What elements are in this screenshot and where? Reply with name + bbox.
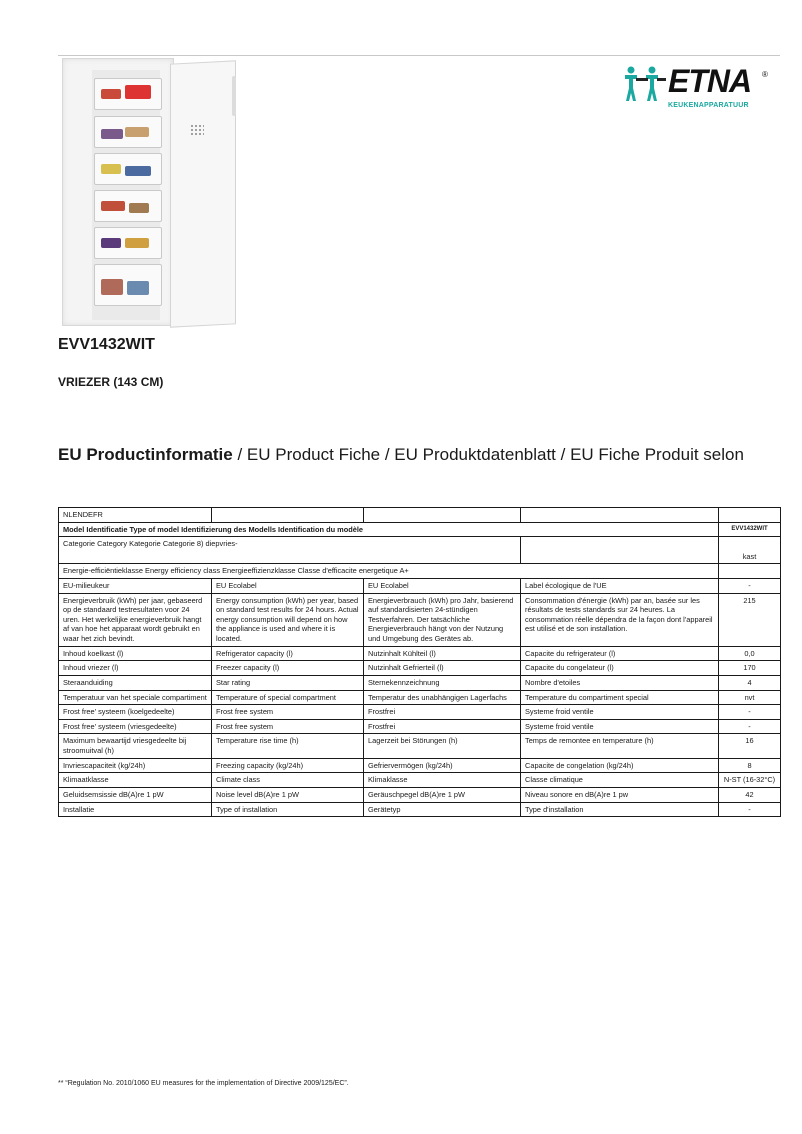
cell-en: Refrigerator capacity (l) xyxy=(212,646,364,661)
table-row xyxy=(59,564,781,579)
table-row xyxy=(59,537,781,564)
language-header: NLENDEFR xyxy=(59,508,212,523)
cell-en: Temperature rise time (h) xyxy=(212,734,364,758)
freezer-drawer xyxy=(94,227,162,259)
cell-value: 215 xyxy=(719,593,781,646)
table-row xyxy=(59,646,781,661)
page-title xyxy=(58,445,744,465)
table-row xyxy=(59,508,781,523)
table-row xyxy=(59,719,781,734)
cell-en: Energy consumption (kWh) per year, based on standard test results for 24 hours. Actual energy consumption will depend on how the appliance is used and where it is located. xyxy=(212,593,364,646)
cell-value: 4 xyxy=(719,675,781,690)
brand-logo xyxy=(624,63,774,114)
cell-nl: Inhoud koelkast (l) xyxy=(59,646,212,661)
control-panel-icon xyxy=(190,124,204,136)
product-image xyxy=(58,56,238,328)
cell-de: Nutzinhalt Kühlteil (l) xyxy=(364,646,521,661)
cell-fr: Capacite de congelation (kg/24h) xyxy=(521,758,719,773)
table-row xyxy=(59,787,781,802)
cell-de: EU Ecolabel xyxy=(364,578,521,593)
cell-value: - xyxy=(719,719,781,734)
cell-en: Star rating xyxy=(212,675,364,690)
freezer-door xyxy=(170,60,236,327)
cell-fr: Type d'installation xyxy=(521,802,719,817)
table-row xyxy=(59,802,781,817)
energy-class-label: Energie-efficiëntieklasse Energy efficiency class Energieeffizienzklasse Classe d'efficacite energetique A+ xyxy=(59,564,212,579)
cell-en: Freezing capacity (kg/24h) xyxy=(212,758,364,773)
cell-fr: Classe climatique xyxy=(521,773,719,788)
title-rest: / EU Product Fiche / EU Produktdatenblatt / EU Fiche Produit selon xyxy=(232,445,744,464)
cell-en: Climate class xyxy=(212,773,364,788)
freezer-drawer xyxy=(94,190,162,222)
cell-de: Gerätetyp xyxy=(364,802,521,817)
freezer-drawer xyxy=(94,153,162,185)
model-label: Model Identificatie Type of model Identifizierung des Modells Identification du modèle xyxy=(59,522,212,537)
cell-fr: Temperature du compartiment special xyxy=(521,690,719,705)
cell-value: 42 xyxy=(719,787,781,802)
cell-nl: Klimaatklasse xyxy=(59,773,212,788)
table-row xyxy=(59,705,781,720)
cell-en: EU Ecolabel xyxy=(212,578,364,593)
table-row xyxy=(59,522,781,537)
category-value: kast xyxy=(719,537,781,564)
cell-fr: Capacite du congelateur (l) xyxy=(521,661,719,676)
cell-nl: Maximum bewaartijd vriesgedeelte bij stroomuitval (h) xyxy=(59,734,212,758)
cell-nl: Installatie xyxy=(59,802,212,817)
cell-value: 8 xyxy=(719,758,781,773)
table-row xyxy=(59,675,781,690)
cell-de: Energieverbrauch (kWh) pro Jahr, basierend auf standardisierten 24-stündigen Testverfahren. Der tatsächliche Energieverbrauch hängt von der Nutzung und Umgebung des Gerätes ab. xyxy=(364,593,521,646)
cell-value: 170 xyxy=(719,661,781,676)
cell-nl: Invriescapaciteit (kg/24h) xyxy=(59,758,212,773)
cell-nl: Frost free' systeem (koelgedeelte) xyxy=(59,705,212,720)
cell-fr: Capacite du refrigerateur (l) xyxy=(521,646,719,661)
cell-nl: Inhoud vriezer (l) xyxy=(59,661,212,676)
table-row xyxy=(59,758,781,773)
cell-nl: Temperatuur van het speciale compartiment xyxy=(59,690,212,705)
title-bold: EU Productinformatie xyxy=(58,445,233,464)
cell-value: - xyxy=(719,802,781,817)
cell-de: Frostfrei xyxy=(364,719,521,734)
cell-en: Temperature of special compartment xyxy=(212,690,364,705)
product-fiche-table xyxy=(58,507,781,817)
freezer-drawer xyxy=(94,264,162,306)
category-label: Categorie Category Kategorie Categorie 8) diepvries- xyxy=(59,537,212,564)
cell-de: Lagerzeit bei Störungen (h) xyxy=(364,734,521,758)
cell-value: - xyxy=(719,705,781,720)
cell-value: N-ST (16-32°C) xyxy=(719,773,781,788)
logo-wordmark: ETNA xyxy=(668,63,752,99)
cell-de: Nutzinhalt Gefrierteil (l) xyxy=(364,661,521,676)
freezer-drawer xyxy=(94,78,162,110)
model-code: EVV1432WIT xyxy=(58,336,155,353)
cell-fr: Label écologique de l'UE xyxy=(521,578,719,593)
cell-en: Freezer capacity (l) xyxy=(212,661,364,676)
cell-nl: Geluidsemsissie dB(A)re 1 pW xyxy=(59,787,212,802)
cell-nl: Frost free' systeem (vriesgedeelte) xyxy=(59,719,212,734)
cell-en: Noise level dB(A)re 1 pW xyxy=(212,787,364,802)
cell-fr: Nombre d'etoiles xyxy=(521,675,719,690)
cell-value: nvt xyxy=(719,690,781,705)
cell-value: - xyxy=(719,578,781,593)
model-value: EVV1432WIT xyxy=(719,522,781,537)
table-row xyxy=(59,578,781,593)
table-row xyxy=(59,734,781,758)
cell-fr: Systeme froid ventile xyxy=(521,705,719,720)
cell-en: Frost free system xyxy=(212,719,364,734)
door-handle xyxy=(232,76,236,116)
cell-fr: Niveau sonore en dB(A)re 1 pw xyxy=(521,787,719,802)
table-row xyxy=(59,690,781,705)
registered-mark: ® xyxy=(762,70,768,79)
cell-de: Klimaklasse xyxy=(364,773,521,788)
cell-de: Gefriervermögen (kg/24h) xyxy=(364,758,521,773)
cell-fr: Systeme froid ventile xyxy=(521,719,719,734)
cell-fr: Consommation d'énergie (kWh) par an, basée sur les résultats de tests standards sur 24 heures. La consommation réelle dépendra de la façon dont l'appareil est utilisé et de son installation. xyxy=(521,593,719,646)
cell-de: Geräuschpegel dB(A)re 1 pW xyxy=(364,787,521,802)
cell-nl: Steraanduiding xyxy=(59,675,212,690)
cell-fr: Temps de remontee en temperature (h) xyxy=(521,734,719,758)
cell-de: Temperatur des unabhängigen Lagerfachs xyxy=(364,690,521,705)
cell-de: Frostfrei xyxy=(364,705,521,720)
footnote: ** “Regulation No. 2010/1060 EU measures for the implementation of Directive 2009/125/EC”. xyxy=(58,1080,349,1087)
table-row xyxy=(59,593,781,646)
cell-value: 16 xyxy=(719,734,781,758)
product-name: VRIEZER (143 CM) xyxy=(58,375,164,389)
logo-figures-icon xyxy=(624,66,666,102)
cell-de: Sternekennzeichnung xyxy=(364,675,521,690)
cell-nl: EU-milieukeur xyxy=(59,578,212,593)
table-row xyxy=(59,773,781,788)
table-row xyxy=(59,661,781,676)
freezer-drawer xyxy=(94,116,162,148)
cell-en: Frost free system xyxy=(212,705,364,720)
cell-en: Type of installation xyxy=(212,802,364,817)
cell-value: 0,0 xyxy=(719,646,781,661)
cell-nl: Energieverbruik (kWh) per jaar, gebaseerd op de standaard testresultaten voor 24 uren. Het werkelijke energieverbruik hangt af van hoe het apparaat wordt gebruikt en waar het zich bevindt. xyxy=(59,593,212,646)
logo-subtitle: KEUKENAPPARATUUR xyxy=(668,102,749,109)
